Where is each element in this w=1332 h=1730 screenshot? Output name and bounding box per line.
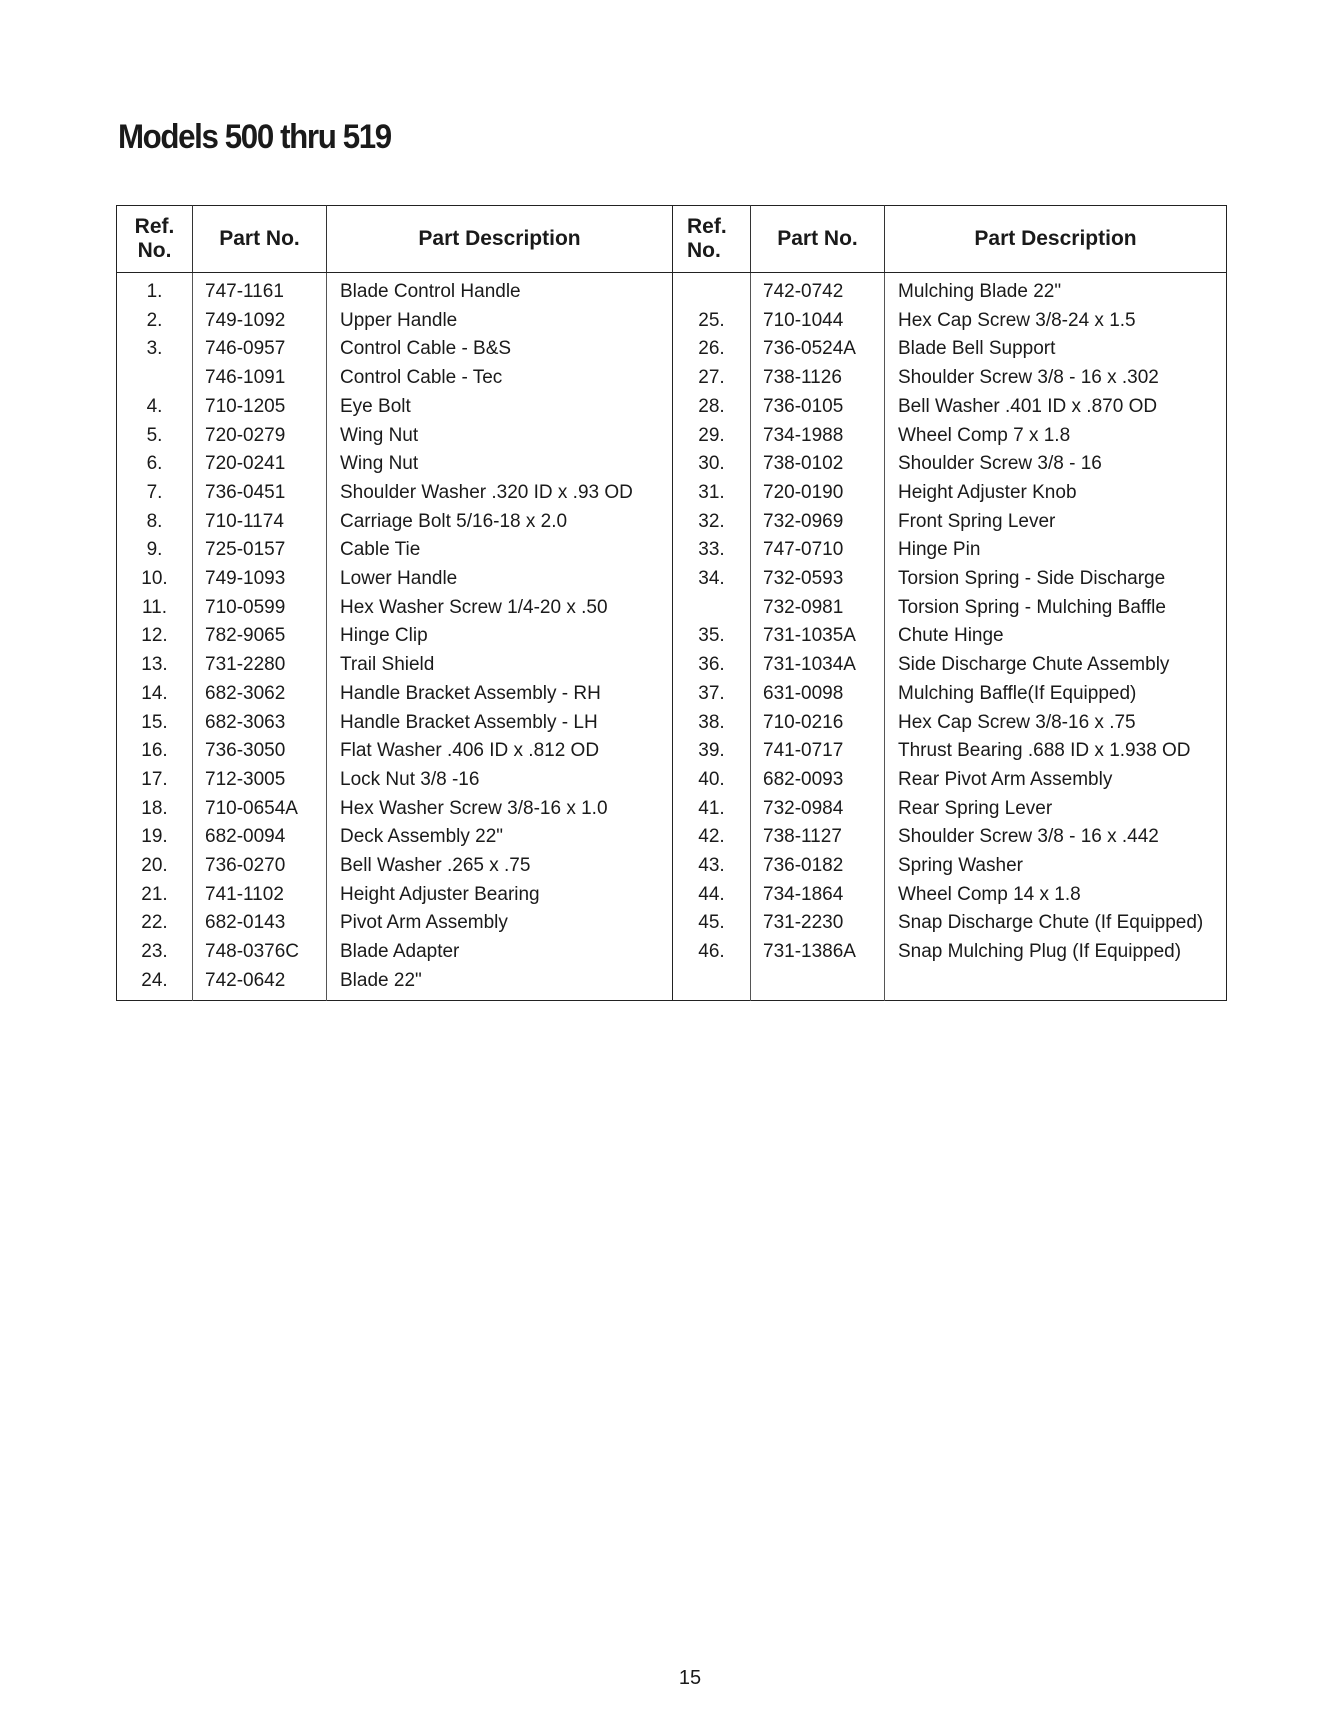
part-number-cell: 710-1174 [193,508,327,537]
part-number-cell: 631-0098 [751,680,885,709]
part-number-cell: 710-0599 [193,594,327,623]
ref-cell: 18. [141,797,168,819]
part-number-cell: 682-0094 [193,823,327,852]
part-description-cell: Handle Bracket Assembly - LH [327,709,673,738]
ref-cell: 30. [673,450,751,479]
part-number-cell: 731-2280 [193,651,327,680]
ref-cell: 36. [673,651,751,680]
table-row [117,967,1227,1000]
part-description-cell: Trail Shield [327,651,673,680]
ref-cell: 13. [141,654,168,676]
part-description-cell: Hinge Pin [885,536,1227,565]
table-row [117,651,1227,680]
table-row [117,393,1227,422]
part-description-cell: Height Adjuster Bearing [327,881,673,910]
part-description-cell: Snap Discharge Chute (If Equipped) [885,909,1227,938]
part-number-cell: 742-0642 [193,967,327,1000]
header-ref-no-right: Ref. No. [673,206,751,273]
ref-cell: 20. [141,855,168,877]
part-description-cell: Thrust Bearing .688 ID x 1.938 OD [885,737,1227,766]
ref-cell: 35. [673,622,751,651]
part-description-cell: Mulching Baffle(If Equipped) [885,680,1227,709]
ref-cell: 37. [673,680,751,709]
ref-cell: 17. [141,768,168,790]
page-title: Models 500 thru 519 [118,118,391,156]
ref-cell: 31. [673,479,751,508]
ref-cell: 44. [673,881,751,910]
ref-cell: 1. [146,281,163,302]
part-description-cell: Front Spring Lever [885,508,1227,537]
table-row [117,823,1227,852]
part-description-cell: Control Cable - Tec [327,364,673,393]
part-number-cell: 720-0241 [193,450,327,479]
part-description-cell: Hex Cap Screw 3/8-16 x .75 [885,709,1227,738]
part-number-cell: 747-1161 [193,273,327,307]
part-number-cell: 736-0270 [193,852,327,881]
part-description-cell: Control Cable - B&S [327,335,673,364]
part-description-cell: Pivot Arm Assembly [327,909,673,938]
ref-cell: 27. [673,364,751,393]
part-description-cell: Hex Cap Screw 3/8-24 x 1.5 [885,307,1227,336]
part-number-cell: 712-3005 [193,766,327,795]
part-description-cell: Blade Adapter [327,938,673,967]
ref-cell: 14. [141,682,168,704]
part-number-cell: 741-1102 [193,881,327,910]
table-row [117,709,1227,738]
table-row [117,508,1227,537]
part-description-cell: Shoulder Washer .320 ID x .93 OD [327,479,673,508]
ref-cell: 25. [673,307,751,336]
part-description-cell: Blade Control Handle [327,273,673,307]
ref-cell: 29. [673,422,751,451]
part-number-cell: 725-0157 [193,536,327,565]
header-part-description: Part Description [327,206,673,273]
table-row [117,852,1227,881]
ref-cell: 34. [673,565,751,594]
part-number-cell: 731-1035A [751,622,885,651]
part-number-cell: 746-0957 [193,335,327,364]
ref-cell: 6. [146,453,163,475]
part-number-cell: 710-1205 [193,393,327,422]
part-description-cell: Shoulder Screw 3/8 - 16 x .442 [885,823,1227,852]
ref-cell: 15. [141,711,168,733]
part-description-cell: Wheel Comp 7 x 1.8 [885,422,1227,451]
part-description-cell: Wing Nut [327,422,673,451]
part-description-cell: Handle Bracket Assembly - RH [327,680,673,709]
table-row [117,909,1227,938]
ref-cell: 10. [141,568,168,590]
part-number-cell: 738-1127 [751,823,885,852]
ref-cell: 21. [141,883,168,905]
part-number-cell: 720-0279 [193,422,327,451]
part-description-cell: Lock Nut 3/8 -16 [327,766,673,795]
ref-cell: 39. [673,737,751,766]
ref-cell: 42. [673,823,751,852]
part-number-cell: 682-3063 [193,709,327,738]
part-description-cell: Carriage Bolt 5/16-18 x 2.0 [327,508,673,537]
part-description-cell: Torsion Spring - Side Discharge [885,565,1227,594]
part-description-cell: Deck Assembly 22" [327,823,673,852]
part-description-cell: Cable Tie [327,536,673,565]
part-description-cell: Blade Bell Support [885,335,1227,364]
part-description-cell: Shoulder Screw 3/8 - 16 x .302 [885,364,1227,393]
ref-cell: 32. [673,508,751,537]
part-number-cell: 710-1044 [751,307,885,336]
part-number-cell: 731-1034A [751,651,885,680]
table-row [117,422,1227,451]
part-description-cell: Upper Handle [327,307,673,336]
table-row [117,364,1227,393]
ref-cell: 26. [673,335,751,364]
part-number-cell: 736-0105 [751,393,885,422]
ref-cell: 41. [673,795,751,824]
ref-cell: 11. [141,596,167,618]
ref-cell: 9. [146,539,163,561]
part-number-cell: 736-0182 [751,852,885,881]
part-number-cell: 734-1864 [751,881,885,910]
table-row [117,622,1227,651]
table-row [117,565,1227,594]
ref-cell: 3. [146,338,163,360]
part-description-cell: Hex Washer Screw 1/4-20 x .50 [327,594,673,623]
ref-cell: 4. [146,395,163,417]
part-description-cell: Mulching Blade 22" [885,273,1227,307]
ref-cell: 16. [141,740,168,762]
part-description-cell: Height Adjuster Knob [885,479,1227,508]
part-number-cell: 742-0742 [751,273,885,307]
table-row [117,737,1227,766]
part-number-cell [751,967,885,1000]
header-ref-no: Ref. No. [117,206,193,273]
part-description-cell: Rear Pivot Arm Assembly [885,766,1227,795]
part-description-cell: Shoulder Screw 3/8 - 16 [885,450,1227,479]
table-header-row [117,206,1227,273]
table-row [117,536,1227,565]
part-description-cell [885,967,1227,1000]
part-number-cell: 731-1386A [751,938,885,967]
part-description-cell: Flat Washer .406 ID x .812 OD [327,737,673,766]
parts-table [116,205,1227,1001]
part-description-cell: Side Discharge Chute Assembly [885,651,1227,680]
table-row [117,450,1227,479]
part-description-cell: Snap Mulching Plug (If Equipped) [885,938,1227,967]
table-row [117,795,1227,824]
part-number-cell: 731-2230 [751,909,885,938]
part-number-cell: 732-0981 [751,594,885,623]
part-description-cell: Chute Hinge [885,622,1227,651]
part-description-cell: Blade 22" [327,967,673,1000]
part-number-cell: 720-0190 [751,479,885,508]
part-description-cell: Hex Washer Screw 3/8-16 x 1.0 [327,795,673,824]
part-description-cell: Hinge Clip [327,622,673,651]
part-description-cell: Lower Handle [327,565,673,594]
part-description-cell: Wing Nut [327,450,673,479]
part-number-cell: 682-3062 [193,680,327,709]
part-description-cell: Spring Washer [885,852,1227,881]
part-number-cell: 746-1091 [193,364,327,393]
ref-cell [673,967,751,1000]
ref-cell: 22. [141,912,168,934]
table-row [117,594,1227,623]
ref-cell: 28. [673,393,751,422]
part-number-cell: 741-0717 [751,737,885,766]
table-row [117,881,1227,910]
ref-cell: 12. [141,625,168,647]
table-row [117,938,1227,967]
ref-cell [673,273,751,307]
part-description-cell: Bell Washer .265 x .75 [327,852,673,881]
table-row [117,307,1227,336]
part-number-cell: 732-0969 [751,508,885,537]
header-part-description-right: Part Description [885,206,1227,273]
part-number-cell: 732-0593 [751,565,885,594]
table-row [117,335,1227,364]
part-number-cell: 738-1126 [751,364,885,393]
part-number-cell: 749-1093 [193,565,327,594]
page-number: 15 [678,1667,702,1689]
part-description-cell: Torsion Spring - Mulching Baffle [885,594,1227,623]
ref-cell: 23. [141,941,168,963]
ref-cell: 40. [673,766,751,795]
part-description-cell: Rear Spring Lever [885,795,1227,824]
part-number-cell: 736-3050 [193,737,327,766]
part-number-cell: 682-0093 [751,766,885,795]
ref-cell: 7. [146,481,163,503]
ref-cell: 5. [146,424,163,446]
part-number-cell: 732-0984 [751,795,885,824]
part-number-cell: 710-0216 [751,709,885,738]
ref-cell: 43. [673,852,751,881]
part-number-cell: 710-0654A [193,795,327,824]
ref-cell: 8. [146,510,163,532]
part-description-cell: Eye Bolt [327,393,673,422]
ref-cell [117,364,193,393]
ref-cell: 46. [673,938,751,967]
part-number-cell: 747-0710 [751,536,885,565]
part-description-cell: Wheel Comp 14 x 1.8 [885,881,1227,910]
ref-cell: 19. [141,826,168,848]
table-row [117,273,1227,307]
header-part-no-right: Part No. [751,206,885,273]
part-number-cell: 736-0451 [193,479,327,508]
table-row [117,479,1227,508]
part-number-cell: 736-0524A [751,335,885,364]
part-number-cell: 734-1988 [751,422,885,451]
part-number-cell: 748-0376C [193,938,327,967]
part-number-cell: 682-0143 [193,909,327,938]
table-row [117,766,1227,795]
part-number-cell: 749-1092 [193,307,327,336]
ref-cell: 2. [146,309,163,331]
header-part-no: Part No. [193,206,327,273]
part-number-cell: 738-0102 [751,450,885,479]
ref-cell: 24. [141,969,168,991]
table-row [117,680,1227,709]
part-number-cell: 782-9065 [193,622,327,651]
part-description-cell: Bell Washer .401 ID x .870 OD [885,393,1227,422]
ref-cell: 38. [673,709,751,738]
ref-cell [673,594,751,623]
ref-cell: 33. [673,536,751,565]
ref-cell: 45. [673,909,751,938]
